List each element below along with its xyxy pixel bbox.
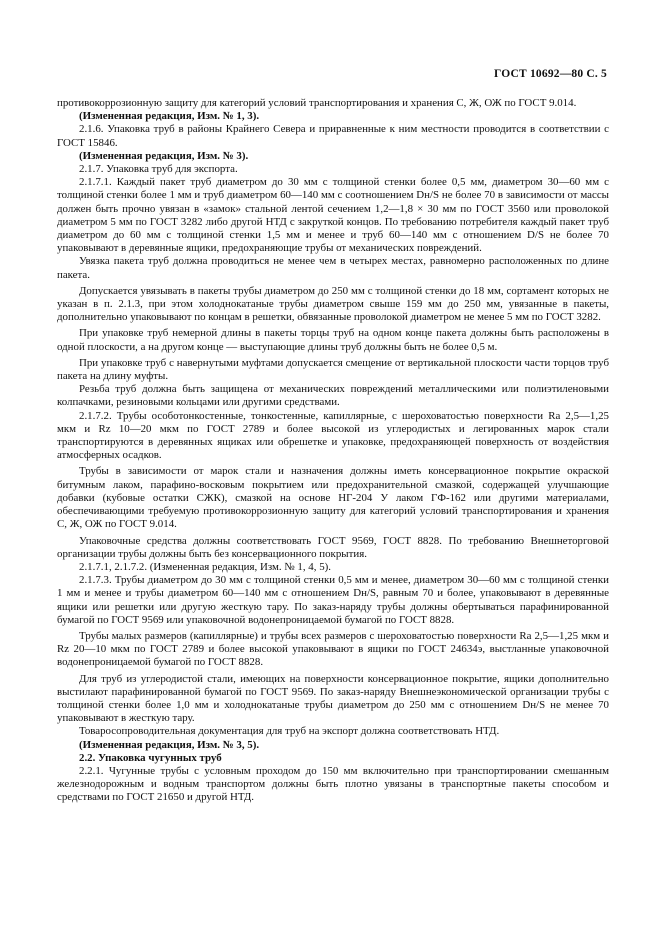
paragraph: 2.2.1. Чугунные трубы с условным проходом до 150 мм включительно при транспортировании смешанным железнодорожным и водным транспортом должны быть плотно увязаны в транспортные пакеты способом и средствами по ГОСТ 21650 и другой НТД. [57,764,609,804]
paragraph: Для труб из углеродистой стали, имеющих на поверхности консервационное покрытие, ящики дополнительно выстилают парафинированной бумагой по ГОСТ 9569. По заказ-наряду Внешнеэкономической организации трубы с толщиной стенки более 1,0 мм и холоднокатаные трубы диаметром до 250 мм с отношением Dн/S не менее 70 упаковывают в жесткую тару. [57,672,609,725]
amendment-note: (Измененная редакция, Изм. № 1, 3). [79,110,260,123]
paragraph: 2.1.7. Упаковка труб для экспорта. [79,163,238,176]
amendment-note: 2.1.7.1, 2.1.7.2. (Измененная редакция, Изм. № 1, 4, 5). [79,560,331,573]
paragraph: Резьба труб должна быть защищена от механических повреждений металлическими или полиэтиленовыми колпачками, резиновыми кольцами или другими средствами. [57,383,609,409]
paragraph: Трубы в зависимости от марок стали и назначения должны иметь консервационное покрытие окраской битумным лаком, парафино-восковым покрытием или предохранительной смазкой, содержащей улучшающие добавки (кубовые остатки СЖК), смазкой на основе НГ-204 У лаком ГФ-162 или другими материалами, обеспечивающими требуемую противокоррозионную защиту для категорий условий транспортирования и хранения С, Ж, ОЖ по ГОСТ 9.014. [57,465,609,531]
paragraph: противокоррозионную защиту для категорий условий транспортирования и хранения С, Ж, ОЖ по ГОСТ 9.014. [57,97,577,109]
paragraph: Товаросопроводительная документация для труб на экспорт должна соответствовать НТД. [79,725,500,738]
paragraph: При упаковке труб немерной длины в пакеты торцы труб на одном конце пакета должны быть расположены в одной плоскости, а на другом конце — выступающие длины труб должны быть не более 0,5 м. [57,327,609,353]
page-header: ГОСТ 10692—80 С. 5 [494,68,607,80]
document-body [57,97,609,805]
amendment-note: (Измененная редакция, Изм. № 3). [79,149,249,162]
paragraph: 2.1.7.2. Трубы особотонкостенные, тонкостенные, капиллярные, с шероховатостью поверхности Ra 2,5—1,25 мкм и Rz 10—20 мкм по ГОСТ 2789 и более высокой из углеродистых и легированных марок стали транспортируются в деревянных ящиках или обрешетке и упаковке, предохраняющей поверхность от воздействия атмосферных осадков. [57,409,609,462]
paragraph: 2.1.7.3. Трубы диаметром до 30 мм с толщиной стенки 0,5 мм и менее, диаметром 30—60 мм с толщиной стенки 1 мм и менее и трубы диаметром 60—140 мм с отношением Dн/S, равным 70 и более, упаковывают в деревянные ящики или решетки или другую жесткую тару. По заказ-наряду трубы должны обертываться парафинированной бумагой по ГОСТ 9569 или упаковочной водонепроницаемой бумагой по ГОСТ 8828. [57,574,609,626]
paragraph: Трубы малых размеров (капиллярные) и трубы всех размеров с шероховатостью поверхности Ra 2,5—1,25 мкм и Rz 20—10 мкм по ГОСТ 2789 и более высокой упаковывают в ящики по ГОСТ 24634э, выстланные упаковочной водонепроницаемой бумагой по ГОСТ 8828. [57,629,609,669]
section-heading: 2.2. Упаковка чугунных труб [79,751,222,764]
paragraph: При упаковке труб с навернутыми муфтами допускается смещение от вертикальной плоскости части торцов труб пакета на длину муфты. [57,356,609,383]
paragraph: Упаковочные средства должны соответствовать ГОСТ 9569, ГОСТ 8828. По требованию Внешнеторговой организации трубы должны быть без консервационного покрытия. [57,534,609,560]
paragraph: Допускается увязывать в пакеты трубы диаметром до 250 мм с толщиной стенки до 18 мм, сортамент которых не указан в п. 2.1.3, при этом холоднокатаные трубы диаметром свыше 159 мм до 250 мм, увязанные в пакеты, дополнительно упаковывают по концам в решетки, обвязанные проволокой диаметром не менее 5 мм по ГОСТ 3282. [57,284,609,324]
paragraph: 2.1.7.1. Каждый пакет труб диаметром до 30 мм с толщиной стенки более 0,5 мм, диаметром 30—60 мм с толщиной стенки более 1 мм и труб диаметром 60—140 мм с соотношением Dн/S не более 70 в зависимости от массы должен быть прочно увязан в «замок» стальной лентой сечением 1,2—1,8 × 30 мм по ГОСТ 3560 или проволокой диаметром 5 мм по ГОСТ 3282 либо другой НТД с закруткой концов. По требованию потребителя каждый пакет труб диаметром до 60 мм с толщиной стенки 1,5 мм и менее и труб 60—140 мм с отношением D/S не более 70 упаковывают в деревянные ящики, предохраняющие трубы от механических повреждений. [57,176,609,255]
amendment-note: (Измененная редакция, Изм. № 3, 5). [79,738,260,751]
paragraph: Увязка пакета труб должна проводиться не менее чем в четырех местах, равномерно расположенных по длине пакета. [57,255,609,281]
paragraph: 2.1.6. Упаковка труб в районы Крайнего Севера и приравненные к ним местности проводится в соответствии с ГОСТ 15846. [57,123,609,149]
